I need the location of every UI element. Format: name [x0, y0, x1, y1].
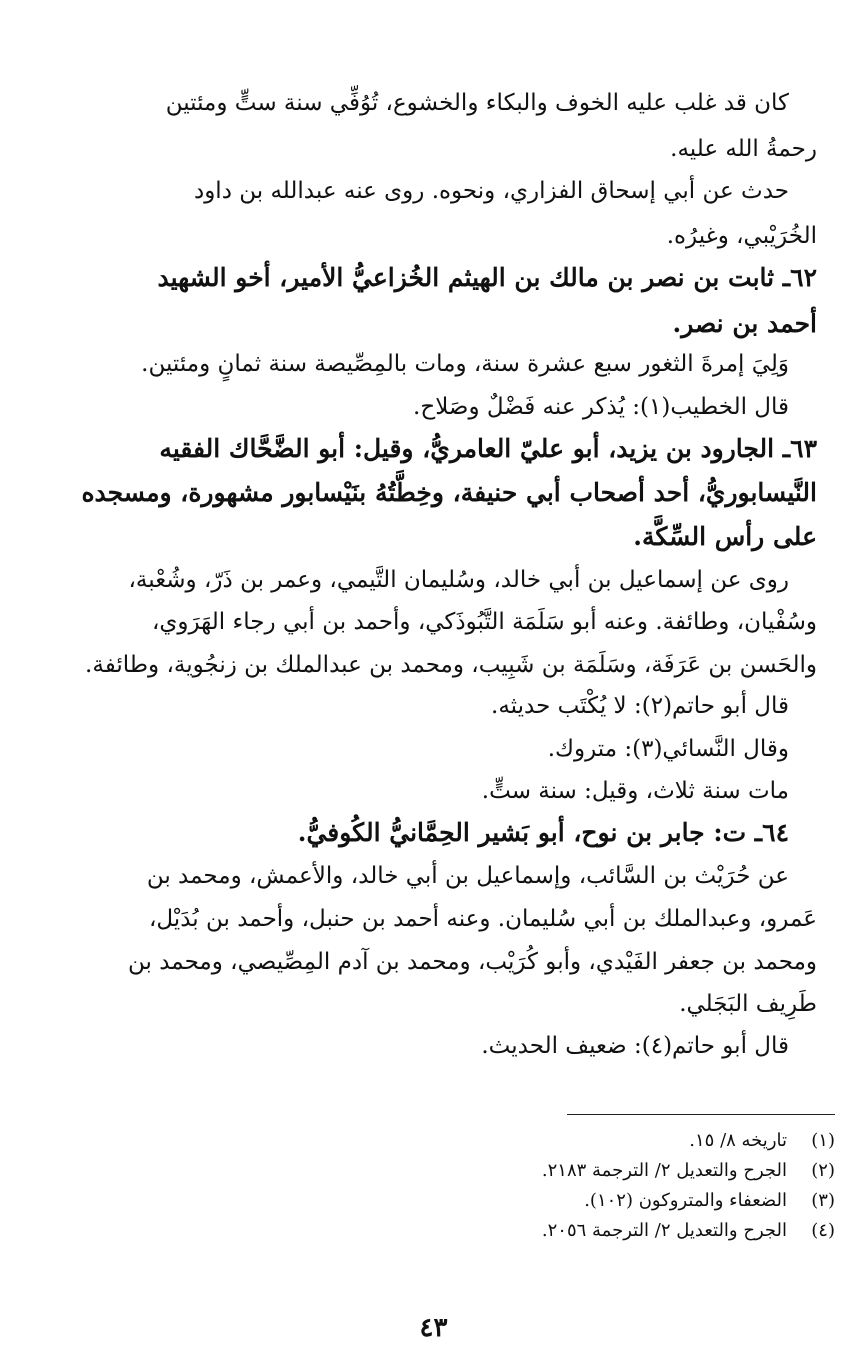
footnote-number: (١) — [811, 1130, 835, 1151]
text-line: وَلِيَ إمرةَ الثغور سبع عشرة سنة، ومات بالمِصِّيصة سنة ثمانٍ ومئتين. — [141, 351, 789, 377]
text-line: وقال النَّسائي(٣): متروك. — [547, 736, 789, 762]
text-line: كان قد غلب عليه الخوف والبكاء والخشوع، تُوُفِّي سنة ستٍّ ومئتين — [165, 90, 789, 116]
text-line: مات سنة ثلاث، وقيل: سنة ستٍّ. — [481, 778, 789, 804]
text-line: ومحمد بن جعفر الفَيْدي، وأبو كُرَيْب، ومحمد بن آدم المِصِّيصي، ومحمد بن — [127, 949, 817, 975]
text-line: الخُرَيْبي، وغيرُه. — [666, 223, 817, 249]
text-line: عن حُرَيْث بن السَّائب، وإسماعيل بن أبي خالد، والأعمش، ومحمد بن — [146, 863, 789, 889]
text-line: قال أبو حاتم(٢): لا يُكْتَب حديثه. — [491, 693, 789, 719]
footnote-separator — [567, 1114, 835, 1115]
text-line: عَمرو، وعبدالملك بن أبي سُليمان. وعنه أحمد بن حنبل، وأحمد بن بُدَيْل، — [148, 906, 817, 932]
text-line: وسُفْيان، وطائفة. وعنه أبو سَلَمَة التَّبُوذَكي، وأحمد بن أبي رجاء الهَرَوي، — [151, 609, 817, 635]
footnote-number: (٢) — [811, 1160, 835, 1181]
footnote — [584, 1188, 835, 1214]
page-number: ٤٣ — [419, 1313, 448, 1343]
entry-heading-62: ٦٢ـ ثابت بن نصر بن مالك بن الهيثم الخُزاعيُّ الأمير، أخو الشهيد — [157, 263, 817, 292]
entry-heading-63-cont: النَّيسابوريُّ، أحد أصحاب أبي حنيفة، وخِطَّتُهُ بنَيْسابور مشهورة، ومسجده — [81, 478, 817, 507]
footnote — [542, 1158, 835, 1184]
text-line: رحمةُ الله عليه. — [670, 136, 817, 162]
text-line: والحَسن بن عَرَفَة، وسَلَمَة بن شَبِيب، ومحمد بن عبدالملك بن زنجُوية، وطائفة. — [85, 652, 817, 678]
text-line: قال أبو حاتم(٤): ضعيف الحديث. — [481, 1033, 789, 1059]
footnote-text: تاريخه ٨/ ١٥. — [689, 1130, 787, 1151]
footnote-text: الجرح والتعديل ٢/ الترجمة ٢١٨٣. — [541, 1160, 787, 1181]
text-line: حدث عن أبي إسحاق الفزاري، ونحوه. روى عنه عبدالله بن داود — [193, 178, 789, 204]
text-line: قال الخطيب(١): يُذكر عنه فَضْلٌ وصَلاح. — [413, 394, 789, 420]
footnote-number: (٤) — [811, 1220, 835, 1241]
text-line: طَرِيف البَجَلي. — [679, 991, 817, 1017]
entry-heading-62-cont: أحمد بن نصر. — [672, 309, 817, 338]
entry-heading-63-cont: على رأس السِّكَّة. — [633, 522, 817, 551]
footnote-text: الجرح والتعديل ٢/ الترجمة ٢٠٥٦. — [541, 1220, 787, 1241]
footnote — [542, 1218, 835, 1244]
footnote-text: الضعفاء والمتروكون (١٠٢). — [584, 1190, 787, 1211]
text-line: روى عن إسماعيل بن أبي خالد، وسُليمان التَّيمي، وعمر بن ذَرّ، وشُعْبة، — [128, 567, 789, 593]
entry-heading-64: ٦٤ـ ت: جابر بن نوح، أبو بَشير الحِمَّانيُّ الكُوفيُّ. — [297, 818, 789, 847]
footnote — [689, 1128, 835, 1154]
entry-heading-63: ٦٣ـ الجارود بن يزيد، أبو عليّ العامريُّ، وقيل: أبو الضَّحَّاك الفقيه — [159, 434, 817, 463]
footnote-number: (٣) — [811, 1190, 835, 1211]
